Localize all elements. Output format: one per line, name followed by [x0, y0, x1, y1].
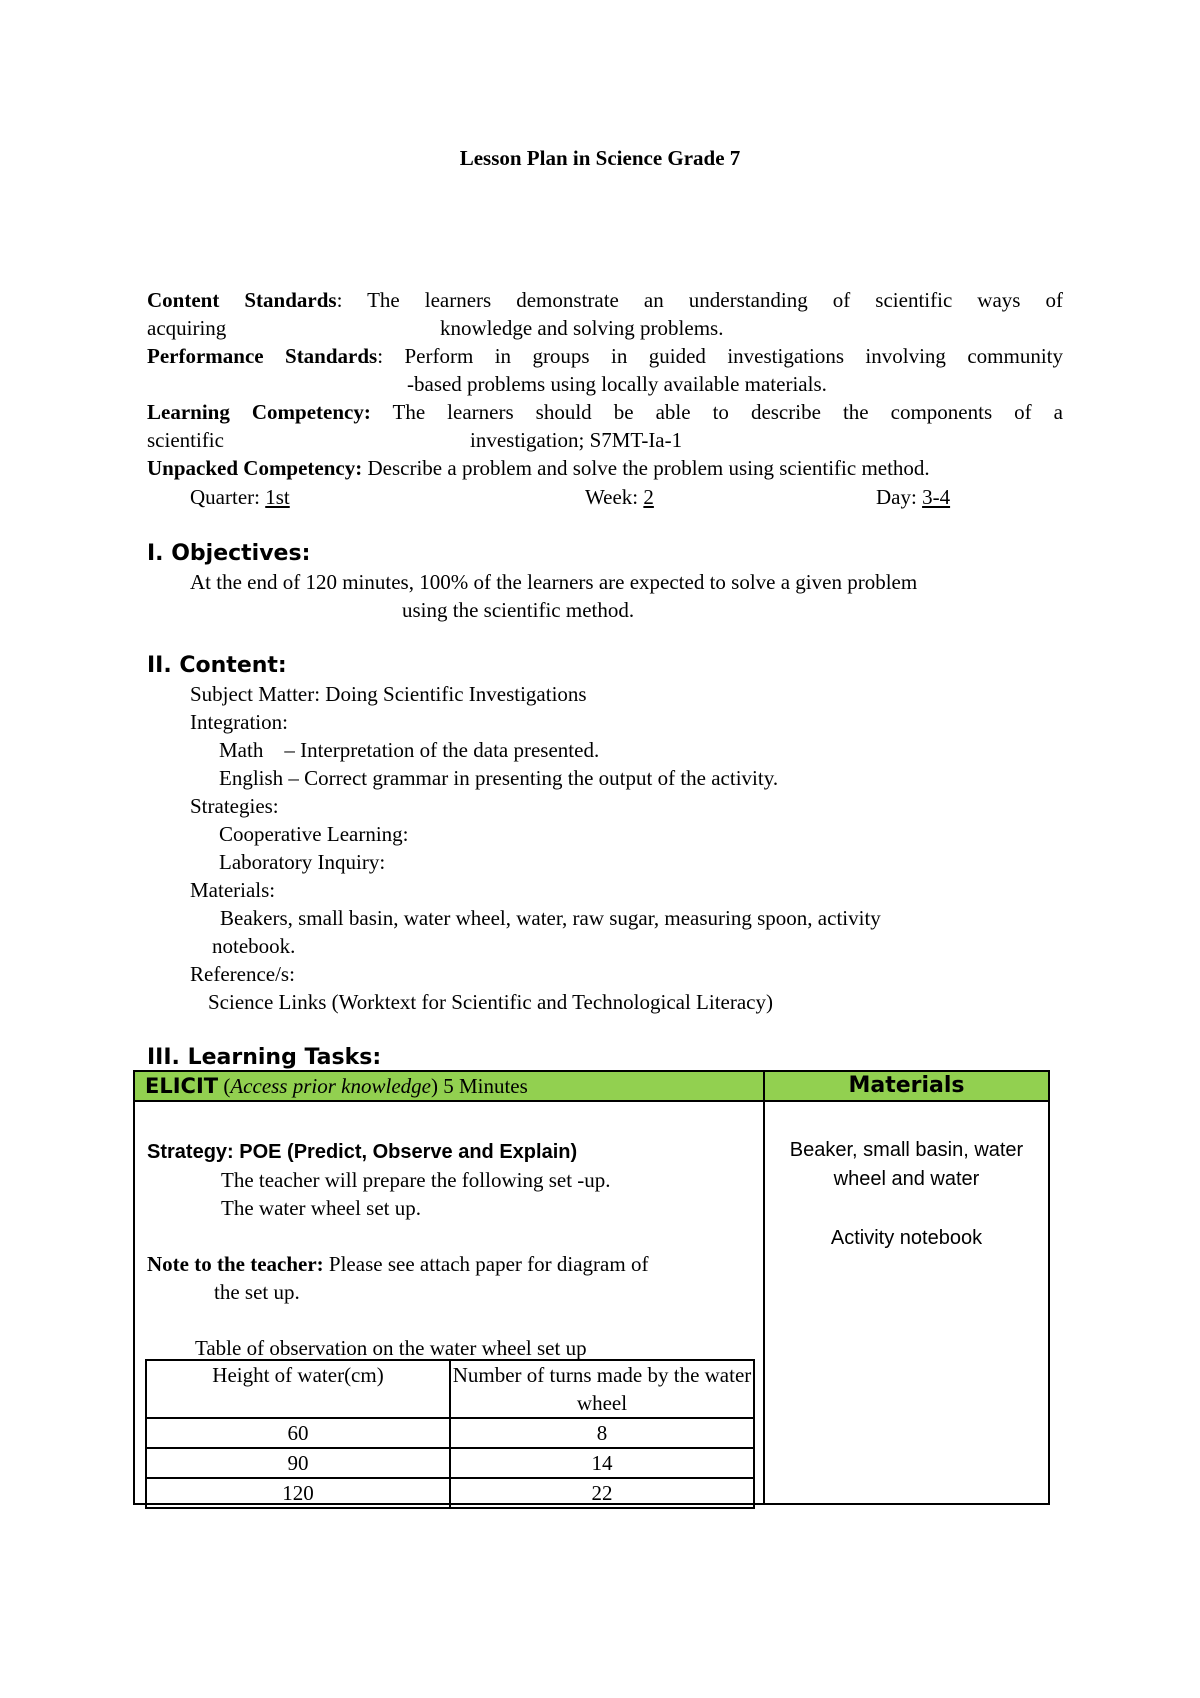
- header-height: Height of water(cm): [146, 1360, 450, 1418]
- week-value: 2: [643, 485, 654, 509]
- elicit-minutes: 5 Minutes: [437, 1074, 528, 1098]
- reference-label: Reference/s:: [190, 962, 295, 986]
- elicit-label: ELICIT: [145, 1074, 219, 1098]
- strategy-cooperative: Cooperative Learning:: [219, 822, 409, 846]
- quarter-label: Quarter:: [190, 485, 266, 509]
- content-heading: II. Content:: [147, 653, 287, 678]
- table-row: [146, 1418, 754, 1448]
- quarter-line: [190, 483, 290, 511]
- cell-turns: 14: [450, 1448, 754, 1478]
- integration-english: English – Correct grammar in presenting the output of the activity.: [219, 766, 779, 790]
- elicit-italic: Access prior knowledge: [230, 1074, 431, 1098]
- observation-table: [145, 1359, 755, 1509]
- cell-turns: 22: [450, 1478, 754, 1508]
- unpacked-competency-text: Describe a problem and solve the problem using scientific method.: [362, 456, 930, 480]
- content-standards-line: [147, 286, 1063, 314]
- materials-list-2: wheel and water: [833, 1168, 980, 1190]
- materials-line-1: Beakers, small basin, water wheel, water, raw sugar, measuring spoon, activity: [220, 906, 881, 930]
- learning-competency-cont-b: investigation; S7MT-Ia-1: [470, 428, 683, 452]
- strategy-laboratory: Laboratory Inquiry:: [219, 850, 386, 874]
- performance-standards-cont: -based problems using locally available materials.: [407, 372, 827, 396]
- unpacked-competency-line: [147, 454, 930, 482]
- performance-standards-line: [147, 342, 1063, 370]
- strategy-text: Strategy: POE (Predict, Observe and Explain): [147, 1141, 578, 1163]
- learning-competency-text: The learners should be able to describe the components of a: [370, 400, 1063, 424]
- setup-line-1: The teacher will prepare the following set -up.: [221, 1168, 611, 1192]
- integration-math: Math – Interpretation of the data presented.: [219, 738, 600, 762]
- cell-turns: 8: [450, 1418, 754, 1448]
- table-row: [146, 1448, 754, 1478]
- materials-list-3: Activity notebook: [830, 1227, 983, 1249]
- header-turns: Number of turns made by the water wheel: [450, 1360, 754, 1418]
- week-label: Week:: [585, 485, 644, 509]
- table-caption: Table of observation on the water wheel set up: [195, 1336, 587, 1360]
- materials-header: Materials: [765, 1072, 1048, 1102]
- strategies-label: Strategies:: [190, 794, 279, 818]
- objectives-line-1: At the end of 120 minutes, 100% of the learners are expected to solve a given problem: [190, 570, 918, 594]
- objectives-line-2: using the scientific method.: [402, 598, 635, 622]
- page-title: Lesson Plan in Science Grade 7: [459, 146, 741, 170]
- objectives-heading: I. Objectives:: [147, 541, 311, 566]
- note-line: [147, 1250, 648, 1278]
- day-line: [876, 483, 950, 511]
- performance-standards-label: Performance Standards: [147, 344, 378, 368]
- materials-list-1: Beaker, small basin, water: [789, 1139, 1024, 1161]
- learning-competency-line: [147, 398, 1063, 426]
- note-label: Note to the teacher:: [147, 1252, 324, 1276]
- subject-matter: Subject Matter: Doing Scientific Investigations: [190, 682, 587, 706]
- learning-competency-label: Learning Competency:: [147, 400, 371, 424]
- content-standards-cont-a: acquiring: [147, 316, 227, 340]
- observation-table-header: [146, 1360, 754, 1418]
- cell-height: 60: [146, 1418, 450, 1448]
- setup-line-2: The water wheel set up.: [221, 1196, 422, 1220]
- content-standards-cont-b: knowledge and solving problems.: [440, 316, 724, 340]
- note-text-1: Please see attach paper for diagram of: [323, 1252, 649, 1276]
- content-standards-text: : The learners demonstrate an understanding of scientific ways of: [336, 288, 1063, 312]
- note-text-2: the set up.: [214, 1280, 300, 1304]
- materials-line-2: notebook.: [212, 934, 296, 958]
- learning-competency-cont-a: scientific: [147, 428, 224, 452]
- elicit-header: ELICIT (Access prior knowledge) 5 Minutes: [135, 1072, 765, 1102]
- unpacked-competency-label: Unpacked Competency:: [147, 456, 363, 480]
- reference-text: Science Links (Worktext for Scientific and Technological Literacy): [208, 990, 773, 1014]
- quarter-value: 1st: [265, 485, 290, 509]
- day-value: 3-4: [922, 485, 951, 509]
- cell-height: 120: [146, 1478, 450, 1508]
- content-standards-label: Content Standards: [147, 288, 337, 312]
- materials-label: Materials:: [190, 878, 276, 902]
- table-row: [146, 1478, 754, 1508]
- learning-tasks-heading: III. Learning Tasks:: [147, 1045, 382, 1070]
- integration-label: Integration:: [190, 710, 288, 734]
- cell-height: 90: [146, 1448, 450, 1478]
- day-label: Day:: [876, 485, 923, 509]
- learning-tasks-table: [133, 1070, 1050, 1505]
- week-line: [585, 483, 654, 511]
- performance-standards-text: : Perform in groups in guided investigations involving community: [377, 344, 1063, 368]
